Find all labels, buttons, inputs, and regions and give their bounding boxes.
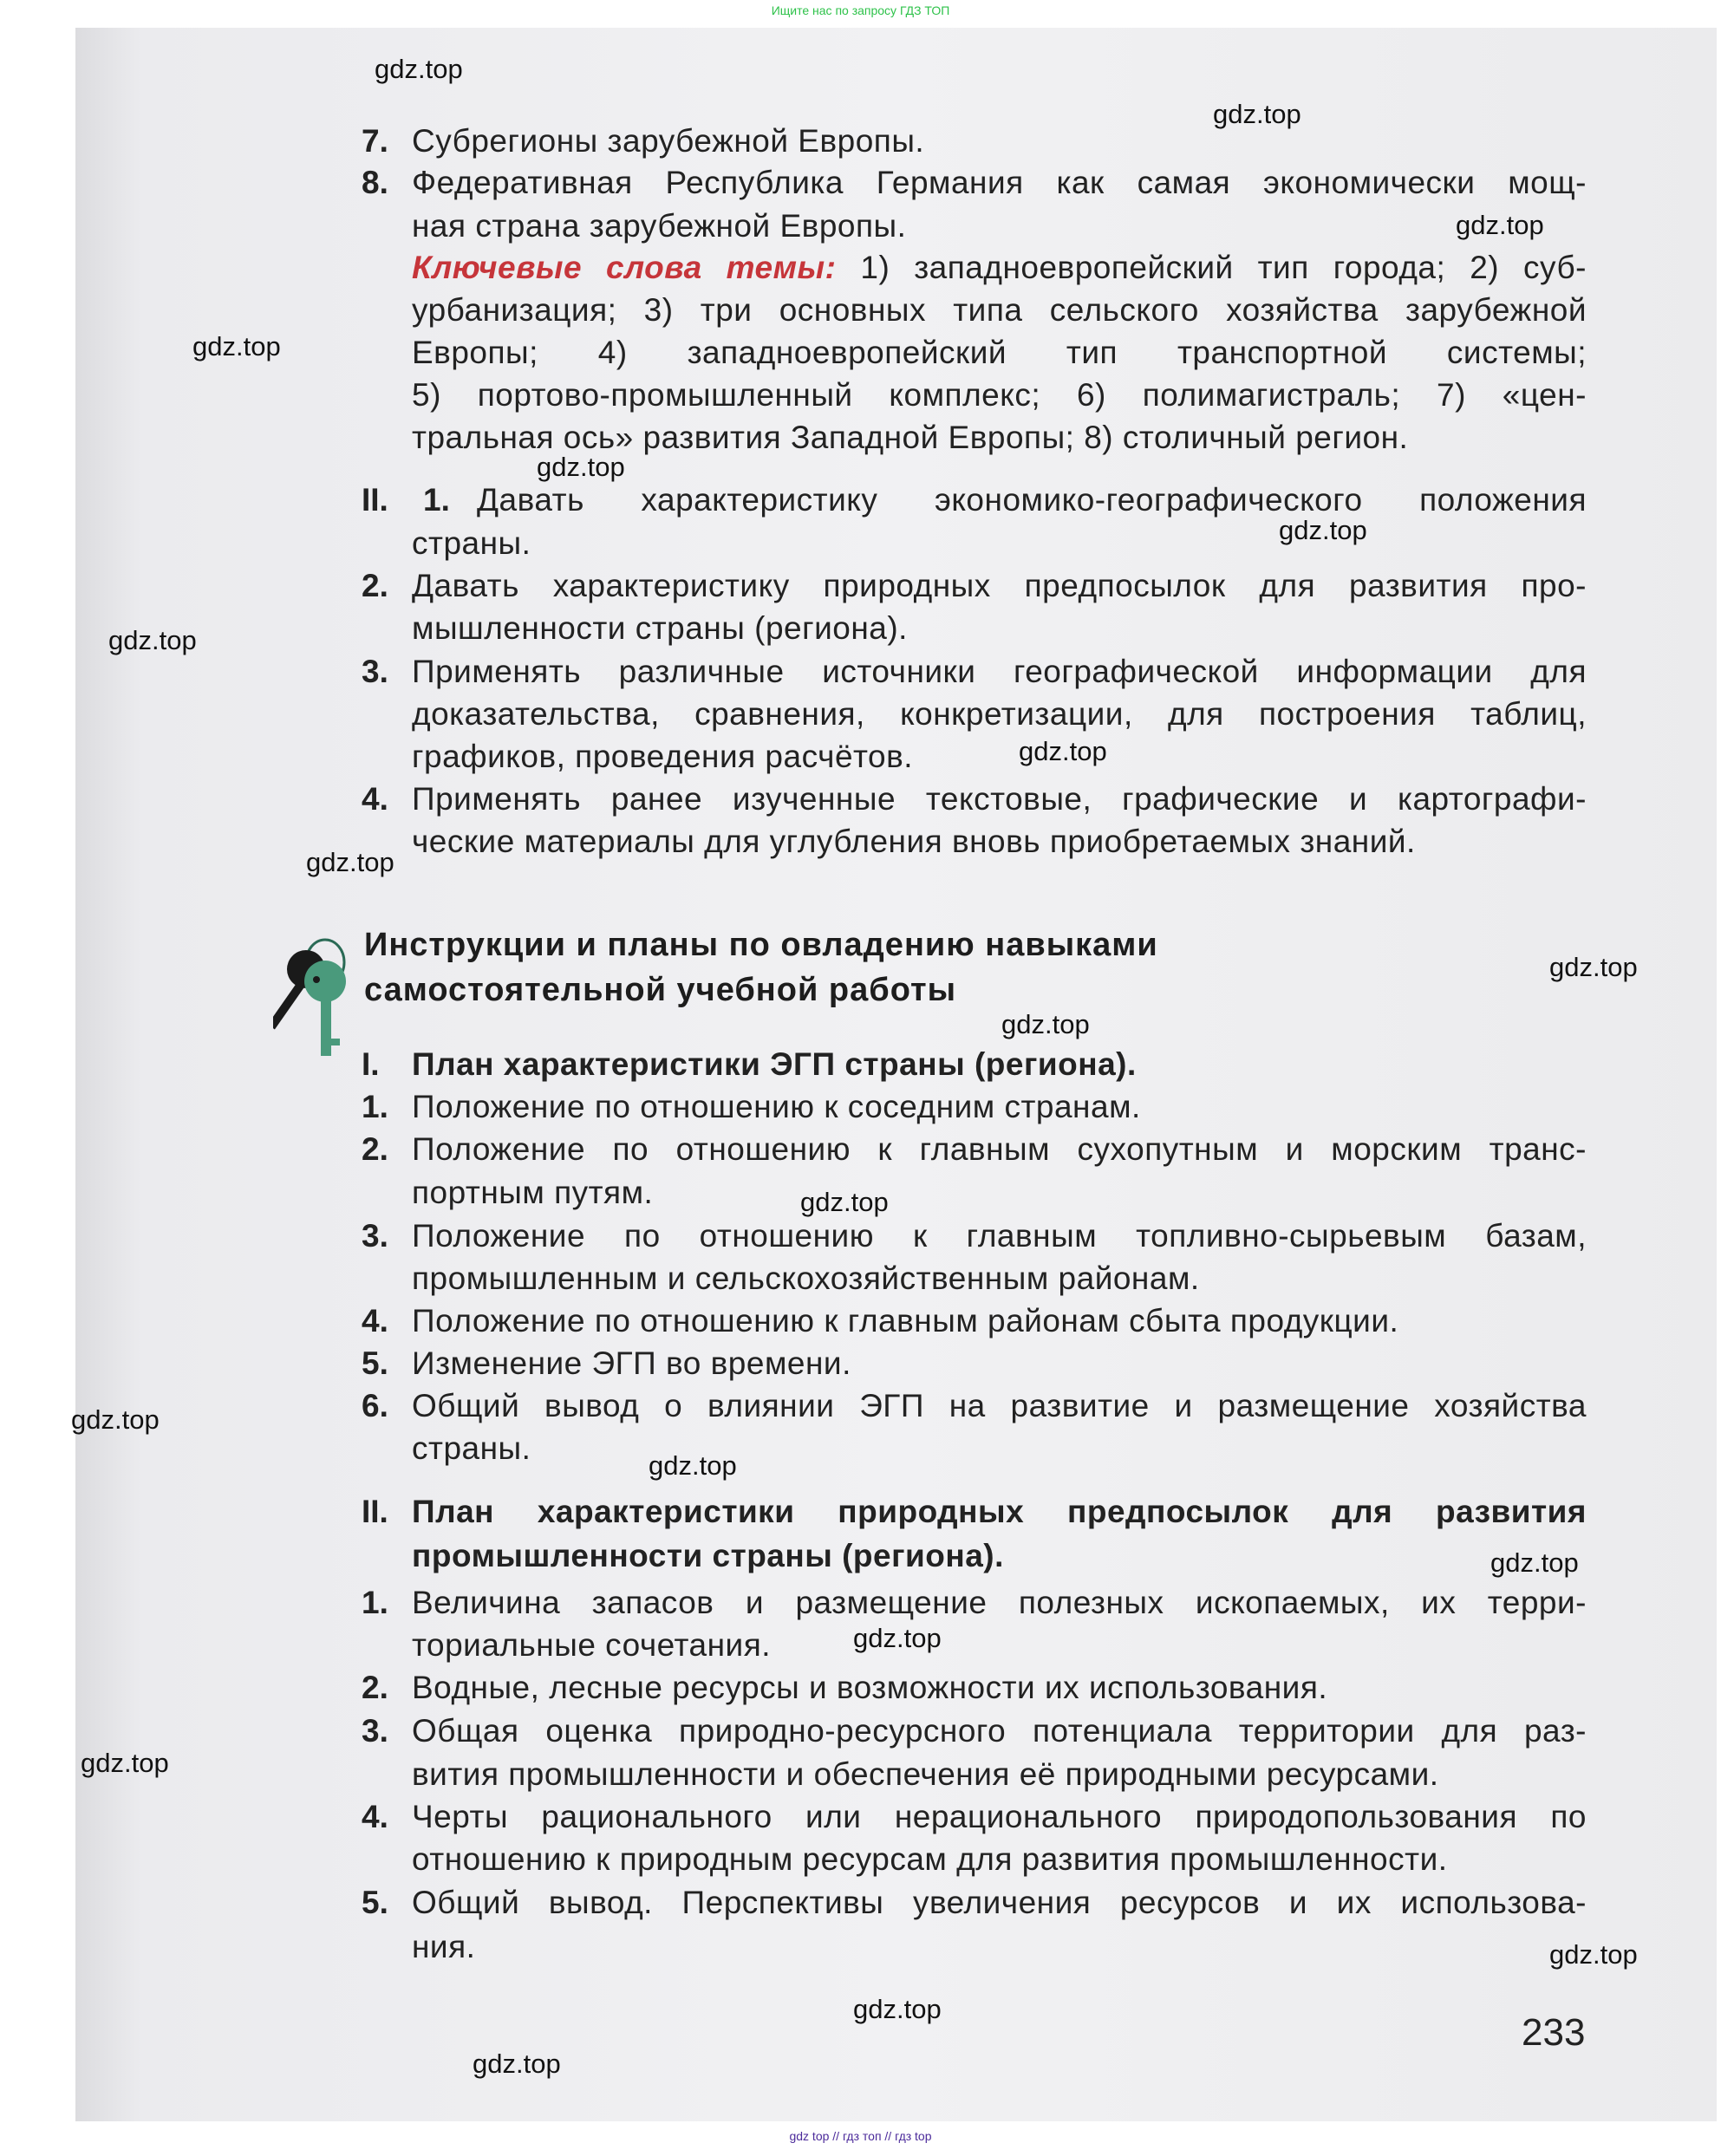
item-number: 4. <box>362 1799 388 1834</box>
text-line <box>412 246 1587 289</box>
item-number: 4. <box>362 781 388 817</box>
watermark: gdz.top <box>375 54 463 84</box>
text-line: Положение по отношению к главным топливно-сырьевым базам, <box>412 1218 1587 1254</box>
watermark: gdz.top <box>1490 1547 1579 1578</box>
watermark: gdz.top <box>1549 952 1638 982</box>
item-number: 2. <box>362 1670 388 1705</box>
watermark: gdz.top <box>473 2049 561 2079</box>
watermark: gdz.top <box>71 1404 160 1435</box>
text-line: Давать характеристику природных предпосылок для развития про- <box>412 568 1587 603</box>
section-heading-line-1: Инструкции и планы по овладению навыками <box>364 927 1158 963</box>
item-number: 2. <box>362 1131 388 1167</box>
plan-title-line: План характеристики природных предпосылок для развития <box>412 1494 1587 1529</box>
text-line: вития промышленности и обеспечения её природными ресурсами. <box>412 1756 1439 1792</box>
item-number: 6. <box>362 1388 388 1423</box>
text-line: Положение по отношению к главным районам сбыта продукции. <box>412 1303 1399 1339</box>
text-line: Изменение ЭГП во времени. <box>412 1345 851 1381</box>
top-banner[interactable]: Ищите нас по запросу ГДЗ ТОП <box>771 3 950 17</box>
item-number: 1. <box>423 482 450 518</box>
item-number: 2. <box>362 568 388 603</box>
text-line: Величина запасов и размещение полезных ископаемых, их терри- <box>412 1585 1587 1620</box>
text-line: промышленным и сельскохозяйственным районам. <box>412 1260 1200 1296</box>
text-line: Положение по отношению к соседним странам. <box>412 1089 1141 1124</box>
watermark: gdz.top <box>853 1994 942 2024</box>
text-line: Субрегионы зарубежной Европы. <box>412 123 925 159</box>
watermark: gdz.top <box>853 1623 942 1653</box>
page-number: 233 <box>1522 2011 1586 2054</box>
item-number: II. <box>362 482 388 518</box>
keywords-label: Ключевые слова темы: <box>412 250 837 285</box>
item-number: 4. <box>362 1303 388 1339</box>
watermark: gdz.top <box>537 452 625 482</box>
text-line: Положение по отношению к главным сухопутным и морским транс- <box>412 1131 1587 1167</box>
text-line: страны. <box>412 1430 531 1466</box>
keywords-text: 1) западноевропейский тип города; 2) суб- <box>836 250 1587 285</box>
item-number: I. <box>362 1046 380 1082</box>
plan-title-line: План характеристики ЭГП страны (региона). <box>412 1046 1137 1082</box>
item-number: 3. <box>362 1713 388 1749</box>
text-line: Черты рационального или нерационального природопользования по <box>412 1799 1587 1834</box>
watermark: gdz.top <box>1279 515 1367 545</box>
text-line: ная страна зарубежной Европы. <box>412 208 907 244</box>
item-number: 3. <box>362 1218 388 1254</box>
bottom-banner[interactable]: gdz top // гдз топ // гдз top <box>789 2129 932 2143</box>
text-line: Давать характеристику экономико-географического положения <box>477 482 1587 518</box>
text-line: 5) портово-промышленный комплекс; 6) полимагистраль; 7) «цен- <box>412 377 1587 413</box>
text-line: отношению к природным ресурсам для развития промышленности. <box>412 1841 1448 1877</box>
item-number: II. <box>362 1494 388 1529</box>
item-number: 5. <box>362 1885 388 1920</box>
text-line: Водные, лесные ресурсы и возможности их использования. <box>412 1670 1328 1705</box>
item-number: 8. <box>362 165 388 200</box>
watermark: gdz.top <box>800 1187 889 1217</box>
text-line: урбанизация; 3) три основных типа сельского хозяйства зарубежной <box>412 292 1587 328</box>
text-line: доказательства, сравнения, конкретизации, для построения таблиц, <box>412 696 1587 732</box>
text-line: ториальные сочетания. <box>412 1627 772 1663</box>
item-number: 1. <box>362 1585 388 1620</box>
section-heading-line-2: самостоятельной учебной работы <box>364 972 957 1008</box>
watermark: gdz.top <box>192 331 281 362</box>
text-line: Европы; 4) западноевропейский тип транспортной системы; <box>412 335 1587 370</box>
watermark: gdz.top <box>1456 210 1544 240</box>
text-line: графиков, проведения расчётов. <box>412 739 914 774</box>
text-line: Общий вывод. Перспективы увеличения ресурсов и их использова- <box>412 1885 1587 1920</box>
text-line: Общая оценка природно-ресурсного потенциала территории для раз- <box>412 1713 1587 1749</box>
text-line: страны. <box>412 525 531 561</box>
watermark: gdz.top <box>649 1450 737 1481</box>
watermark: gdz.top <box>1001 1009 1090 1039</box>
text-line: тральная ось» развития Западной Европы; 8) столичный регион. <box>412 420 1409 455</box>
item-number: 1. <box>362 1089 388 1124</box>
plan-title-line: промышленности страны (региона). <box>412 1538 1004 1573</box>
watermark: gdz.top <box>1019 736 1107 766</box>
watermark: gdz.top <box>1213 99 1301 129</box>
text-line: Общий вывод о влиянии ЭГП на развитие и размещение хозяйства <box>412 1388 1587 1423</box>
text-line: Федеративная Республика Германия как самая экономически мощ- <box>412 165 1587 200</box>
watermark: gdz.top <box>306 847 394 877</box>
watermark: gdz.top <box>1549 1939 1638 1970</box>
watermark: gdz.top <box>108 625 197 655</box>
keys-icon <box>273 928 368 1066</box>
item-number: 3. <box>362 654 388 689</box>
text-line: Применять различные источники географической информации для <box>412 654 1587 689</box>
item-number: 7. <box>362 123 388 159</box>
text-line: мышленности страны (региона). <box>412 610 908 646</box>
text-line: портным путям. <box>412 1175 654 1210</box>
item-number: 5. <box>362 1345 388 1381</box>
text-line: ческие материалы для углубления вновь приобретаемых знаний. <box>412 824 1416 859</box>
watermark: gdz.top <box>81 1748 169 1778</box>
text-line: Применять ранее изученные текстовые, графические и картографи- <box>412 781 1587 817</box>
text-line: ния. <box>412 1929 476 1964</box>
